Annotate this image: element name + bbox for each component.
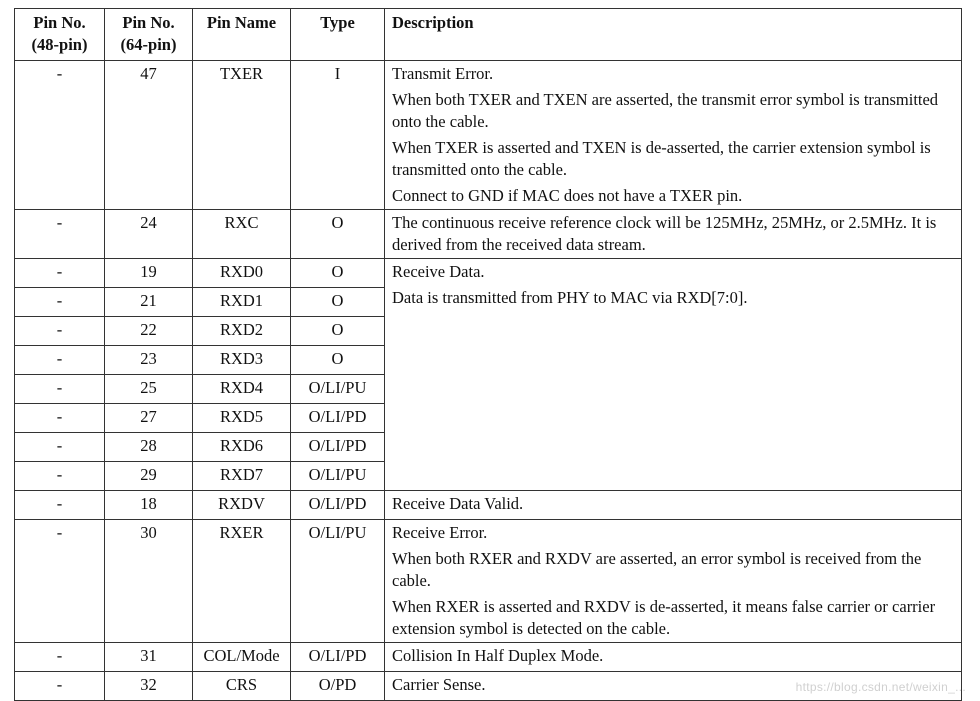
cell-pin-48: -	[15, 375, 105, 404]
cell-description	[385, 643, 962, 672]
cell-type: I	[291, 61, 385, 210]
description-paragraph: Carrier Sense.	[392, 675, 486, 694]
cell-pin-name: COL/Mode	[193, 643, 291, 672]
description-paragraph: Connect to GND if MAC does not have a TXER pin.	[392, 186, 743, 205]
cell-type: O/LI/PD	[291, 491, 385, 520]
cell-pin-48: -	[15, 259, 105, 288]
cell-pin-name: RXDV	[193, 491, 291, 520]
header-description: Description	[385, 9, 962, 61]
cell-type: O	[291, 288, 385, 317]
cell-pin-name: RXD4	[193, 375, 291, 404]
table-row	[15, 210, 962, 259]
cell-pin-48: -	[15, 288, 105, 317]
description-paragraph: When both TXER and TXEN are asserted, the transmit error symbol is transmitted onto the cable.	[392, 90, 939, 131]
description-paragraph: Receive Data.	[392, 262, 485, 281]
table-row	[15, 491, 962, 520]
table-row	[15, 643, 962, 672]
description-paragraph: When TXER is asserted and TXEN is de-asserted, the carrier extension symbol is transmitted onto the cable.	[392, 138, 931, 179]
cell-pin-48: -	[15, 520, 105, 643]
cell-pin-64: 32	[105, 672, 193, 701]
cell-pin-name: CRS	[193, 672, 291, 701]
description-paragraph: When both RXER and RXDV are asserted, an error symbol is received from the cable.	[392, 549, 922, 590]
cell-pin-name: RXD6	[193, 433, 291, 462]
cell-pin-64: 24	[105, 210, 193, 259]
cell-pin-48: -	[15, 404, 105, 433]
watermark-text: https://blog.csdn.net/weixin_...	[795, 680, 966, 694]
cell-type: O/LI/PU	[291, 520, 385, 643]
cell-type: O/LI/PD	[291, 433, 385, 462]
cell-pin-48: -	[15, 210, 105, 259]
cell-type: O	[291, 259, 385, 288]
header-pin-64: Pin No. (64-pin)	[105, 9, 193, 61]
cell-pin-name: TXER	[193, 61, 291, 210]
cell-pin-48: -	[15, 433, 105, 462]
cell-pin-name: RXD2	[193, 317, 291, 346]
cell-pin-64: 28	[105, 433, 193, 462]
cell-pin-48: -	[15, 643, 105, 672]
cell-pin-64: 22	[105, 317, 193, 346]
header-pin-48: Pin No. (48-pin)	[15, 9, 105, 61]
cell-pin-64: 47	[105, 61, 193, 210]
cell-pin-48: -	[15, 491, 105, 520]
cell-description	[385, 210, 962, 259]
table-row	[15, 520, 962, 643]
cell-pin-name: RXER	[193, 520, 291, 643]
cell-pin-name: RXD0	[193, 259, 291, 288]
cell-pin-64: 25	[105, 375, 193, 404]
description-paragraph: When RXER is asserted and RXDV is de-asserted, it means false carrier or carrier extension symbol is detected on the cable.	[392, 597, 936, 638]
cell-pin-64: 19	[105, 259, 193, 288]
description-paragraph: Transmit Error.	[392, 64, 494, 83]
pin-description-table	[14, 8, 962, 701]
table-row	[15, 61, 962, 210]
cell-pin-64: 27	[105, 404, 193, 433]
cell-pin-64: 21	[105, 288, 193, 317]
header-pin-name: Pin Name	[193, 9, 291, 61]
cell-pin-64: 23	[105, 346, 193, 375]
table-header-row	[15, 9, 962, 61]
description-paragraph: The continuous receive reference clock will be 125MHz, 25MHz, or 2.5MHz. It is derived from the received data stream.	[392, 213, 937, 254]
cell-pin-name: RXD7	[193, 462, 291, 491]
cell-pin-name: RXD3	[193, 346, 291, 375]
cell-pin-64: 31	[105, 643, 193, 672]
cell-pin-64: 29	[105, 462, 193, 491]
cell-pin-64: 18	[105, 491, 193, 520]
cell-pin-name: RXC	[193, 210, 291, 259]
cell-pin-48: -	[15, 462, 105, 491]
cell-type: O/LI/PU	[291, 375, 385, 404]
cell-description	[385, 491, 962, 520]
cell-type: O/PD	[291, 672, 385, 701]
cell-type: O/LI/PD	[291, 643, 385, 672]
cell-type: O/LI/PU	[291, 462, 385, 491]
cell-pin-name: RXD5	[193, 404, 291, 433]
table-row	[15, 259, 962, 288]
cell-description	[385, 61, 962, 210]
description-paragraph: Receive Error.	[392, 523, 488, 542]
description-paragraph: Receive Data Valid.	[392, 494, 524, 513]
cell-type: O/LI/PD	[291, 404, 385, 433]
description-paragraph: Collision In Half Duplex Mode.	[392, 646, 604, 665]
cell-pin-48: -	[15, 346, 105, 375]
cell-type: O	[291, 210, 385, 259]
cell-pin-64: 30	[105, 520, 193, 643]
cell-pin-48: -	[15, 672, 105, 701]
cell-type: O	[291, 346, 385, 375]
cell-description	[385, 259, 962, 491]
cell-type: O	[291, 317, 385, 346]
cell-description	[385, 520, 962, 643]
header-type: Type	[291, 9, 385, 61]
description-paragraph: Data is transmitted from PHY to MAC via RXD[7:0].	[392, 288, 748, 307]
cell-pin-48: -	[15, 61, 105, 210]
cell-pin-48: -	[15, 317, 105, 346]
cell-pin-name: RXD1	[193, 288, 291, 317]
